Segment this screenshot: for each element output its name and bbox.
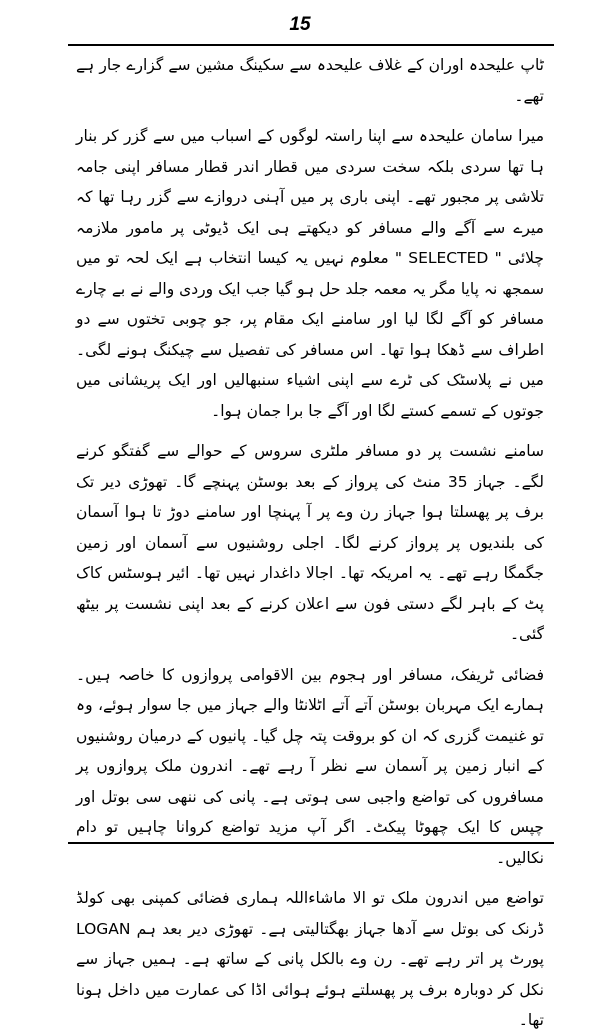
- paragraph-1: ٹاپ علیحدہ اوران کے غلاف علیحدہ سے سکینگ مشین سے گزارے جار ہے تھے۔: [76, 56, 544, 105]
- body-text: [76, 50, 544, 1036]
- paragraph-2: میرا سامان علیحدہ سے اپنا راستہ لوگوں کے اسباب میں سے گزر کر بنار ہا تھا سردی بلکہ سخت سردی میں قطار اندر قطار مسافر اپنی جامہ تلاشی پر مجبور تھے۔ اپنی باری پر میں آہنی دروازے سے گزر رہا تھا کہ میرے سے آگے والے مسافر کو دیکھتے ہی ایک ڈیوٹی پر مامور ملازمہ چلائی " SELECTED " معلوم نہیں یہ کیسا انتخاب ہے ایک لحہ تو میں سمجھ نہ پایا مگر یہ معمہ جلد حل ہو گیا جب ایک وردی والے نے بے چارے مسافر کو آگے لگا لیا اور سامنے ایک مقام پر، جو چوبی تختوں سے دو اطراف سے ڈھکا ہوا تھا۔ اس مسافر کی تفصیل سے چیکنگ ہونے لگی۔ میں نے پلاسٹک کی ٹرے سے اپنی اشیاء سنبھالیں اور ایک پریشانی میں جوتوں کے تسمے کستے لگا اور آگے جا برا جمان ہوا۔: [76, 127, 544, 420]
- header-rule: [68, 44, 554, 46]
- paragraph-5: تواضع میں اندرون ملک تو الا ماشاءاللہ ہماری فضائی کمپنی بھی کولڈ ڈرنک کی بوتل سے آدھا جہاز بھگتالیتی ہے۔ تھوڑی دیر بعد ہم LOGAN پورٹ پر اتر رہے تھے۔ رن وے بالکل پانی کے ساتھ ہے۔ ہمیں جہاز سے نکل کر دوبارہ برف پر پھسلتے ہوئے ہوائی اڈا کی عمارت میں داخل ہونا تھا۔: [76, 889, 544, 1029]
- page-number: 15: [289, 14, 311, 35]
- footer-rule: [68, 842, 554, 844]
- paragraph-3: سامنے نشست پر دو مسافر ملٹری سروس کے حوالے سے گفتگو کرنے لگے۔ جہاز 35 منٹ کی پرواز کے بعد بوسٹن پہنچے گا۔ تھوڑی دیر تک برف پر پھسلتا ہوا جہاز رن وے پر آ پہنچا اور سامنے دوڑ تا ہوا آسمان کی بلندیوں پر پرواز کرنے لگا۔ اجلی روشنیوں سے آسمان اور زمین جگمگا رہے تھے۔ یہ امریکہ تھا۔ اجالا داغدار نہیں تھا۔ ائیر ہوسٹس کاک پٹ کے باہر لگے دستی فون سے اعلان کرنے کے بعد اپنی نشست پر بیٹھ گئی۔: [76, 442, 544, 643]
- paragraph-4: فضائی ٹریفک، مسافر اور ہجوم بین الاقوامی پروازوں کا خاصہ ہیں۔ ہمارے ایک مہربان بوسٹن آتے آتے اٹلانٹا والے جہاز میں جا سوار ہوئے، وہ تو غنیمت گزری کہ ان کو بروقت پتہ چل گیا۔ پانیوں کے درمیان روشنیوں کے انبار زمین پر آسمان سے نظر آ رہے تھے۔ اندرون ملک پروازوں پر مسافروں کی تواضع واجبی سی ہوتی ہے۔ پانی کی ننھی سی بوتل اور چپس کا ایک چھوٹا پیکٹ۔ اگر آپ مزید تواضع کروانا چاہیں تو دام نکالیں۔: [76, 665, 544, 867]
